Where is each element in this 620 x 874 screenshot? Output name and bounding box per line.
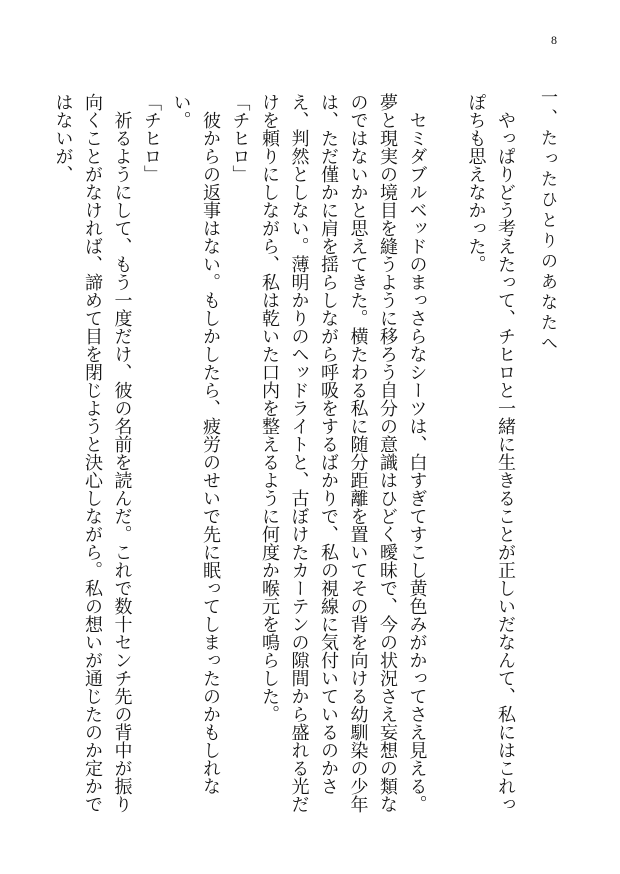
paragraph: 「チヒロ」 (229, 93, 251, 183)
paragraph (432, 93, 462, 823)
paragraph: やっぱりどう考えたって、チヒロと一緒に生きることが正しいだなんて、私にはこれっぽちも思えなかった。 (465, 93, 516, 813)
paragraph: 「チヒロ」 (141, 93, 162, 183)
chapter-title: 一、たったひとりのあなたへ (537, 88, 557, 355)
page-number: 8 (551, 33, 557, 47)
body-text (48, 93, 520, 823)
paragraph: セミダブルベッドのまっさらなシーツは、白すぎてすこし黄色みがかってさえ見える。夢と現実の境目を縫うように移ろう自分の意識はひどく曖昧で、今の状況さえ妄想の類なのではないかと思えてきた。横たわる私に随分距離を置いてその背を向ける幼馴染の少年は、ただ僅かに肩を揺らしながら呼吸をするばかりで、私の視線に気付いているのかさえ、判然としない。薄明かりのヘッドライトと、古ぼけたカーテンの隙間から盛れる光だけを頼りにしながら、私は乾いた口内を整えるように何度か喉元を鳴らした。 (259, 93, 428, 813)
paragraph: 祈るようにして、もう一度だけ、彼の名前を読んだ。これで数十センチ先の背中が振り向くことがなければ、諦めて目を閉じようと決心しながら。私の想いが通じたのか定かではないが、 (52, 93, 133, 813)
paragraph: 彼からの返事はない。もしかしたら、疲労のせいで先に眠ってしまったのかもしれない。 (170, 93, 221, 795)
